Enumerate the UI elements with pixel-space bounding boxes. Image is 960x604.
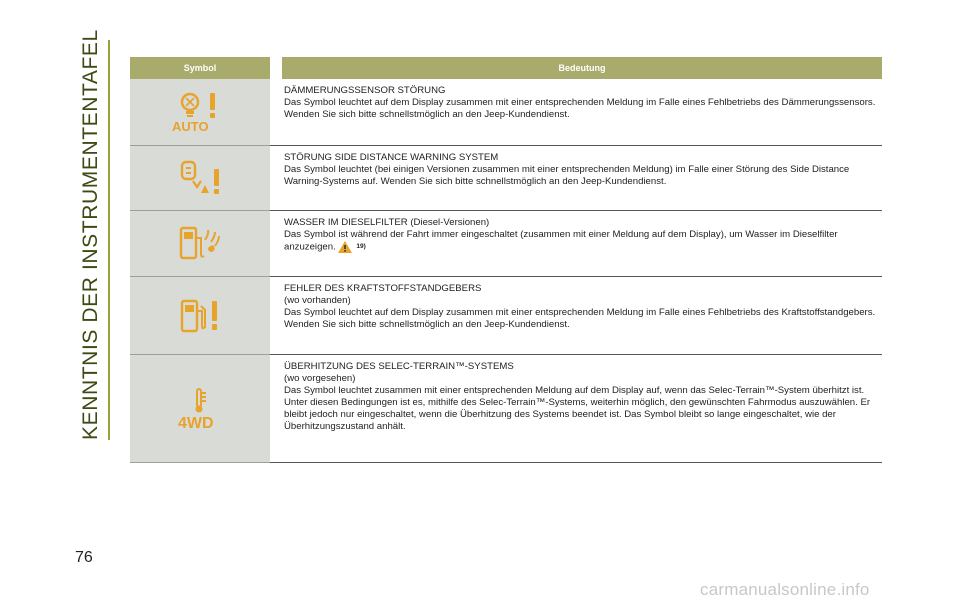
header-meaning: Bedeutung [282, 57, 882, 79]
svg-text:4WD: 4WD [178, 414, 214, 432]
table-row [130, 355, 882, 463]
row-body: Das Symbol leuchtet auf dem Display zusammen mit einer entsprechenden Meldung im Falle eines Fehlbetriebs des Kraftstoffstandgebers. Wenden Sie sich bitte schnellstmöglich an den Jeep-Kundendienst. [284, 307, 876, 330]
symbol-cell [130, 277, 270, 355]
header-symbol: Symbol [130, 57, 270, 79]
row-body: Das Symbol leuchtet auf dem Display zusammen mit einer entsprechenden Meldung im Falle eines Fehlbetriebs des Dämmerungssensors. Wenden Sie sich bitte schnellstmöglich an den Jeep-Kundendienst. [284, 97, 876, 120]
row-title: STÖRUNG SIDE DISTANCE WARNING SYSTEM [284, 152, 499, 163]
page-number: 76 [75, 549, 93, 566]
water-in-diesel-filter-icon [175, 224, 225, 264]
symbol-cell [130, 211, 270, 277]
symbol-cell [130, 355, 270, 463]
row-body: Das Symbol ist während der Fahrt immer eingeschaltet (zusammen mit einer Meldung auf dem Display), um Wasser im Dieselfilter anzuzeigen. [284, 229, 838, 253]
row-title: FEHLER DES KRAFTSTOFFSTANDGEBERS [284, 283, 482, 294]
symbol-cell [130, 79, 270, 146]
row-body: Das Symbol leuchtet zusammen mit einer entsprechenden Meldung auf dem Display auf, wenn das Selec-Terrain™-System überhitzt ist. Unter diesen Bedingungen ist es, mithilfe des Selec-Terrain™-Systems, weiterhin möglich, den gewünschten Fahrmodus auszuwählen. Er bleibt jedoch nur eingeschaltet, wenn die Überhitzung des Systems beendet ist. Das Symbol bleibt so lange eingeschaltet, wie der Überhitzungszustand anhält. [284, 385, 871, 432]
table-row [130, 277, 882, 355]
side-distance-warning-fault-icon [176, 159, 224, 197]
chapter-title: KENNTNIS DER INSTRUMENTENTAFEL [76, 40, 110, 440]
warning-triangle-icon [338, 241, 352, 253]
warning-lights-table [130, 57, 882, 463]
watermark: carmanualsonline.info [700, 580, 870, 599]
symbol-cell [130, 146, 270, 211]
row-subtitle: (wo vorhanden) [284, 295, 351, 306]
row-title: ÜBERHITZUNG DES SELEC-TERRAIN™-SYSTEMS [284, 361, 514, 372]
table-row [130, 146, 882, 211]
row-title: WASSER IM DIESELFILTER (Diesel-Versionen) [284, 217, 490, 228]
table-row [130, 79, 882, 146]
table-row [130, 211, 882, 277]
table-header-row [130, 57, 882, 79]
row-body: Das Symbol leuchtet (bei einigen Versionen zusammen mit einer entsprechenden Meldung) im Falle einer Störung des Side Distance Warning-Systems auf. Wenden Sie sich bitte schnellstmöglich an den Jeep-Kundendienst. [284, 164, 850, 187]
selec-terrain-overheat-icon [175, 386, 225, 432]
reference-number: 19) [356, 243, 366, 250]
fuel-level-sensor-fault-icon [176, 296, 224, 336]
svg-text:AUTO: AUTO [172, 119, 209, 134]
row-subtitle: (wo vorgesehen) [284, 373, 356, 384]
row-title: DÄMMERUNGSSENSOR STÖRUNG [284, 85, 446, 96]
auto-headlight-fault-icon [172, 90, 228, 134]
